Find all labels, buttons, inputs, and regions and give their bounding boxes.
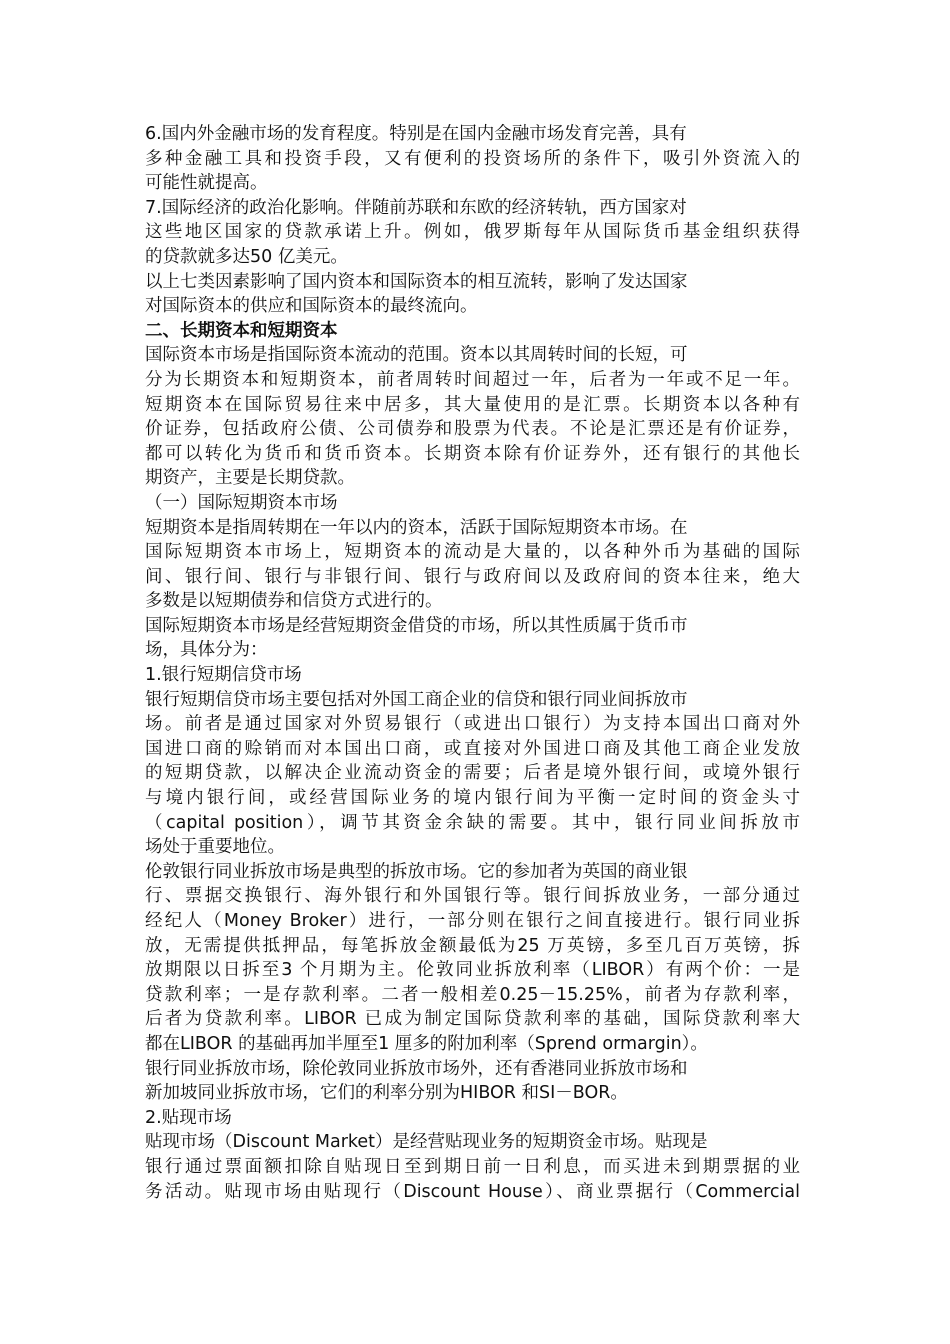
text-line: 与境内银行间，或经营国际业务的境内银行间为平衡一定时间的资金头寸 xyxy=(145,788,800,809)
section-heading: 二、长期资本和短期资本 xyxy=(145,320,338,341)
text-line: 期资产，主要是长期贷款。 xyxy=(145,468,355,489)
text-line: 贴现市场（Discount Market）是经营贴现业务的短期资金市场。贴现是 xyxy=(145,1132,708,1153)
text-line: 短期资本在国际贸易往来中居多，其大量使用的是汇票。长期资本以各种有 xyxy=(145,394,800,415)
text-line: 行、票据交换银行、海外银行和外国银行等。银行间拆放业务，一部分通过 xyxy=(145,886,800,907)
text-line: 国进口商的赊销而对本国出口商，或直接对外国进口商及其他工商企业发放 xyxy=(145,738,800,759)
text-line: 的贷款就多达50 亿美元。 xyxy=(145,246,348,267)
text-line: 放，无需提供抵押品，每笔拆放金额最低为25 万英镑，多至几百万英镑，拆 xyxy=(145,935,800,956)
text-line: 场。前者是通过国家对外贸易银行（或进出口银行）为支持本国出口商对外 xyxy=(145,714,800,735)
text-line: 间、银行间、银行与非银行间、银行与政府间以及政府间的资本往来，绝大 xyxy=(145,566,800,587)
text-line: 都可以转化为货币和货币资本。长期资本除有价证券外，还有银行的其他长 xyxy=(145,443,800,464)
text-line: 经纪人（Money Broker）进行，一部分则在银行之间直接进行。银行同业拆 xyxy=(145,911,800,931)
text-line: 2.贴现市场 xyxy=(145,1107,232,1128)
text-line: 这些地区国家的贷款承诺上升。例如，俄罗斯每年从国际货币基金组织获得 xyxy=(145,222,800,243)
text-line: 的短期贷款，以解决企业流动资金的需要；后者是境外银行间，或境外银行 xyxy=(145,763,800,784)
text-line: 7.国际经济的政治化影响。伴随前苏联和东欧的经济转轨，西方国家对 xyxy=(145,197,687,218)
text-line: 场，具体分为： xyxy=(145,640,268,661)
text-line: 务活动。贴现市场由贴现行（Discount House）、商业票据行（Commercial xyxy=(145,1181,800,1202)
text-line: 场处于重要地位。 xyxy=(145,837,285,858)
text-line: 后者为贷款利率。LIBOR 已成为制定国际贷款利率的基础，国际贷款利率大 xyxy=(145,1009,800,1030)
text-line: 新加坡同业拆放市场，它们的利率分别为HIBOR 和SI－BOR。 xyxy=(145,1083,628,1104)
text-line: 1.银行短期信贷市场 xyxy=(145,665,302,686)
text-line: （capital position），调节其资金余缺的需要。其中，银行同业间拆放市 xyxy=(145,812,800,833)
text-line: 国际短期资本市场上，短期资本的流动是大量的，以各种外币为基础的国际 xyxy=(145,542,800,563)
text-line: 国际短期资本市场是经营短期资金借贷的市场，所以其性质属于货币市 xyxy=(145,615,688,636)
text-line: 放期限以日拆至3 个月期为主。伦敦同业拆放利率（LIBOR）有两个价：一是 xyxy=(145,960,800,981)
text-line: 银行短期信贷市场主要包括对外国工商企业的信贷和银行同业间拆放市 xyxy=(145,689,688,710)
text-line: 6.国内外金融市场的发育程度。特别是在国内金融市场发育完善，具有 xyxy=(145,124,687,144)
text-line: 对国际资本的供应和国际资本的最终流向。 xyxy=(145,296,478,317)
text-line: 伦敦银行同业拆放市场是典型的拆放市场。它的参加者为英国的商业银 xyxy=(145,861,688,882)
text-line: 国际资本市场是指国际资本流动的范围。资本以其周转时间的长短，可 xyxy=(145,345,688,366)
document-body xyxy=(145,122,800,1204)
text-line: 可能性就提高。 xyxy=(145,173,268,194)
text-line: 以上七类因素影响了国内资本和国际资本的相互流转，影响了发达国家 xyxy=(145,271,688,292)
text-line: 银行通过票面额扣除自贴现日至到期日前一日利息，而买进未到期票据的业 xyxy=(145,1156,800,1177)
text-line: 都在LIBOR 的基础再加半厘至1 厘多的附加利率（Sprend ormargin）。 xyxy=(145,1033,708,1054)
text-line: 多数是以短期债券和信贷方式进行的。 xyxy=(145,591,443,612)
text-line: 价证券，包括政府公债、公司债券和股票为代表。不论是汇票还是有价证券， xyxy=(145,419,800,440)
text-line: 分为长期资本和短期资本，前者周转时间超过一年，后者为一年或不足一年。 xyxy=(145,369,800,390)
text-line: 银行同业拆放市场，除伦敦同业拆放市场外，还有香港同业拆放市场和 xyxy=(145,1058,688,1079)
text-line: 短期资本是指周转期在一年以内的资本，活跃于国际短期资本市场。在 xyxy=(145,517,688,538)
text-line: 多种金融工具和投资手段，又有便利的投资场所的条件下，吸引外资流入的 xyxy=(145,148,800,169)
text-line: 贷款利率；一是存款利率。二者一般相差0.25－15.25%，前者为存款利率， xyxy=(145,984,800,1005)
text-line: （一）国际短期资本市场 xyxy=(145,492,338,513)
